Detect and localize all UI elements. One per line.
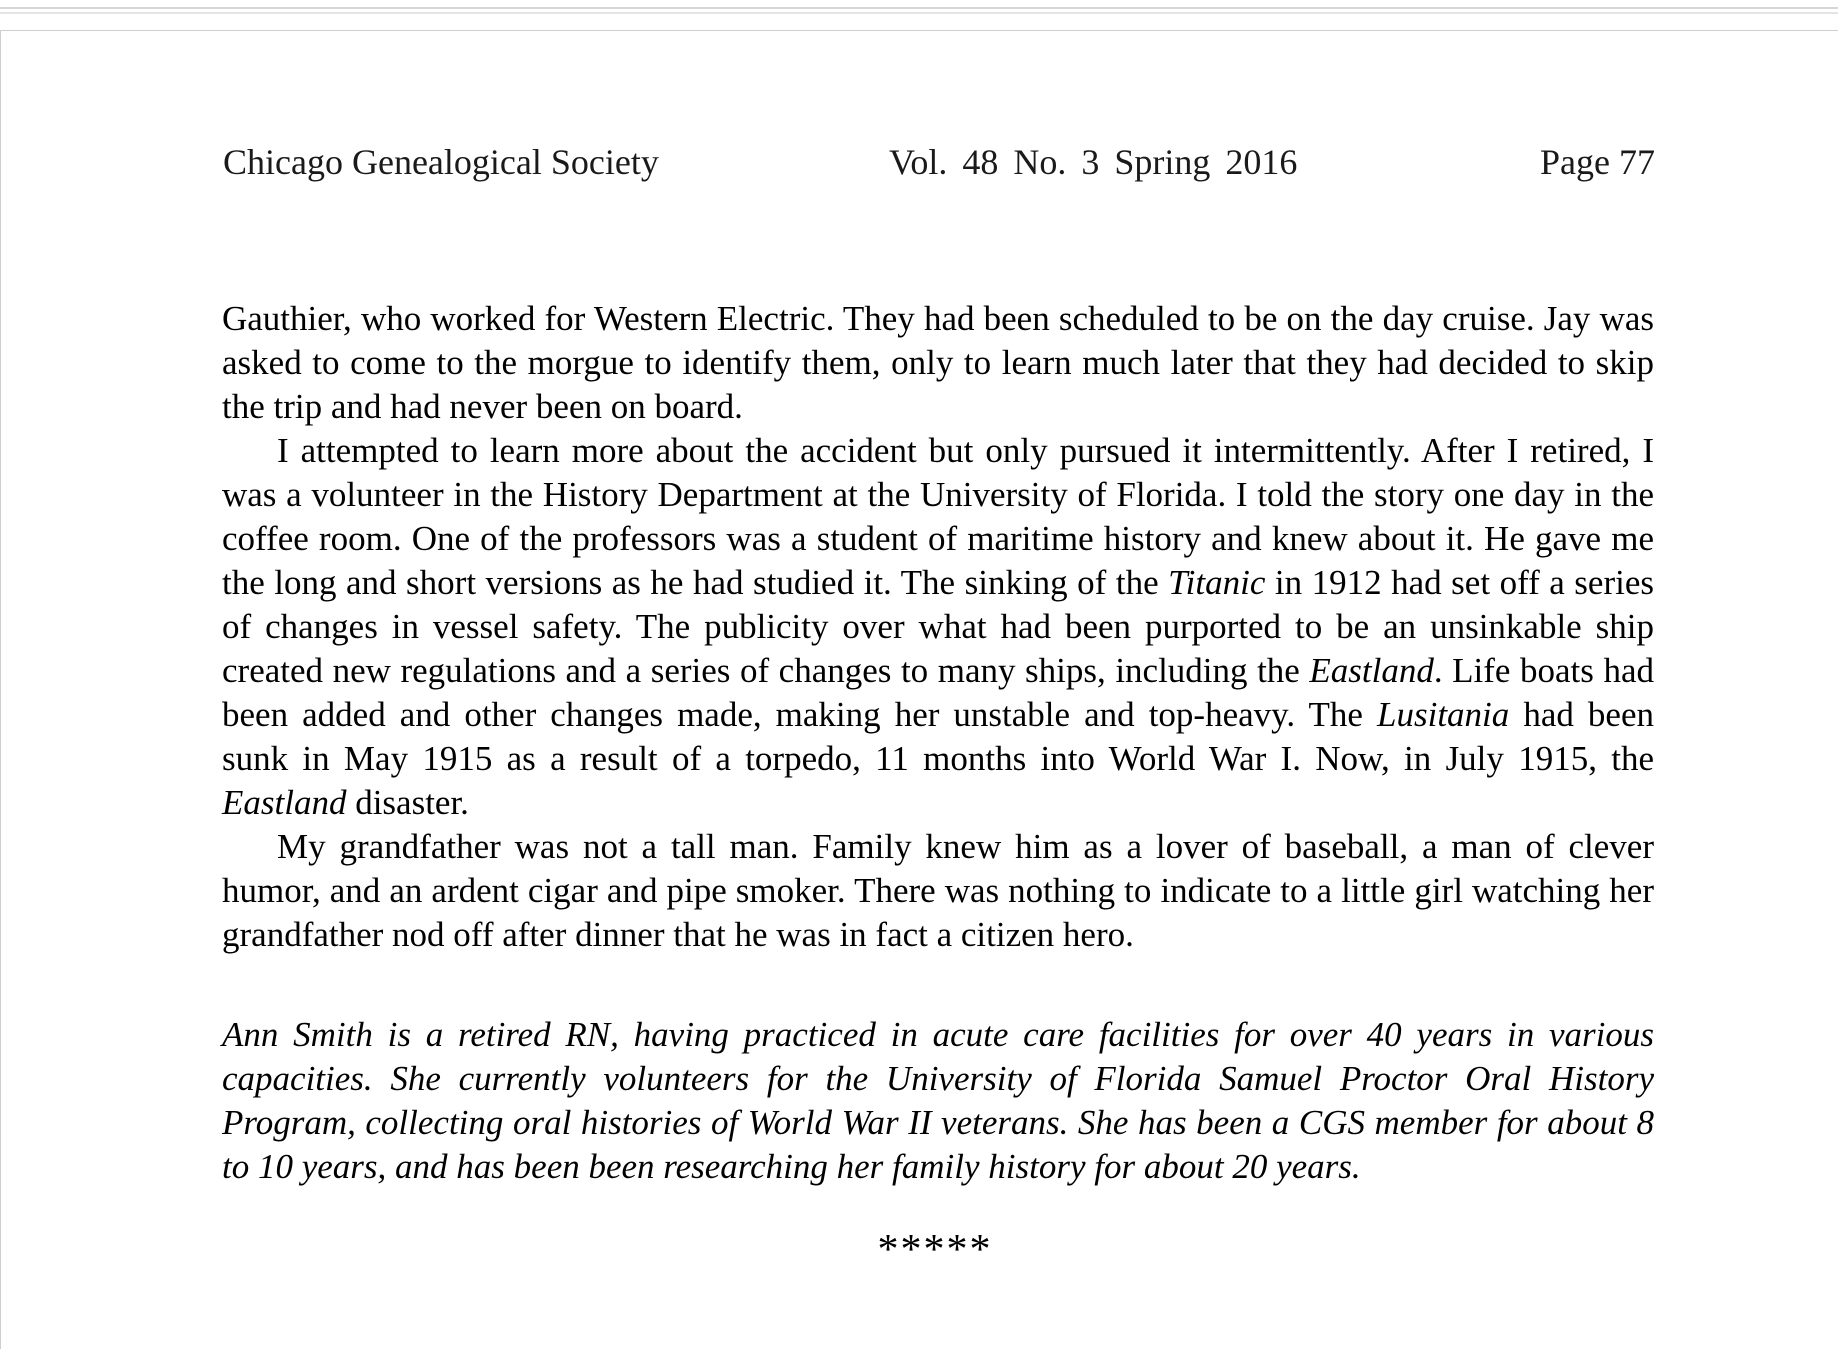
top-border-line xyxy=(0,12,1838,14)
italic-title: Titanic xyxy=(1168,563,1266,602)
section-separator xyxy=(0,1225,1838,1275)
italic-title: Lusitania xyxy=(1377,695,1510,734)
page-number: Page 77 xyxy=(1540,142,1655,182)
italic-title: Eastland xyxy=(222,783,347,822)
publication-name: Chicago Genealogical Society xyxy=(223,142,659,182)
article-paragraph xyxy=(222,429,1654,825)
top-border-line xyxy=(0,7,1838,9)
paragraph-text: in 1912 had set off a series of changes in vessel safety. The publicity over what had been purported to be an unsinkable ship created new regulations and a series of changes to many ships, including the xyxy=(222,563,1654,690)
italic-title: Eastland xyxy=(1309,651,1434,690)
article-paragraph xyxy=(222,297,1654,429)
paragraph-text: . Life boats had been added and other changes made, making her unstable and top-heavy. The xyxy=(222,651,1654,734)
viewer-top-bar xyxy=(0,0,1838,30)
running-header xyxy=(223,137,1655,187)
article-body xyxy=(222,297,1654,957)
paragraph-text: had been sunk in May 1915 as a result of a torpedo, 11 months into World War I. Now, in July 1915, the xyxy=(222,695,1654,778)
paragraph-text: My grandfather was not a tall man. Family knew him as a lover of baseball, a man of clever humor, and an ardent cigar and pipe smoker. There was nothing to indicate to a little girl watching her grandfather nod off after dinner that he was in fact a citizen hero. xyxy=(222,827,1654,954)
article-paragraph xyxy=(222,825,1654,957)
author-bio: Ann Smith is a retired RN, having practiced in acute care facilities for over 40 years in various capacities. She currently volunteers for the University of Florida Samuel Proctor Oral History Program, collecting oral histories of World War II veterans. She has been a CGS member for about 8 to 10 years, and has been been researching her family history for about 20 years. xyxy=(222,1015,1654,1186)
paragraph-text: Gauthier, who worked for Western Electric. They had been scheduled to be on the day cruise. Jay was asked to come to the morgue to identify them, only to learn much later that they had decided to skip the trip and had never been on board. xyxy=(222,299,1654,426)
separator-asterisks: ***** xyxy=(877,1227,993,1273)
issue-info: Vol. 48 No. 3 Spring 2016 xyxy=(889,142,1298,182)
paragraph-text: disaster. xyxy=(346,783,469,822)
paragraph-text: I attempted to learn more about the accident but only pursued it intermittently. After I retired, I was a volunteer in the History Department at the University of Florida. I told the story one day in the coffee room. One of the professors was a student of maritime history and knew about it. He gave me the long and short versions as he had studied it. The sinking of the xyxy=(222,431,1654,602)
